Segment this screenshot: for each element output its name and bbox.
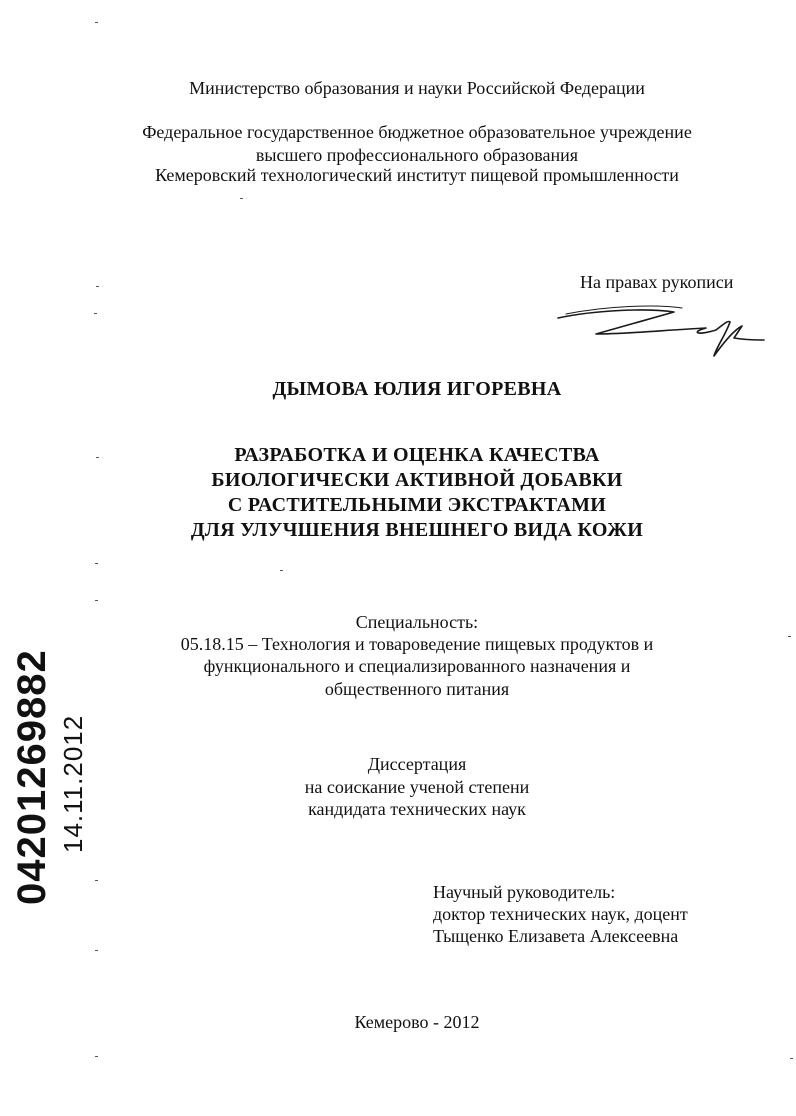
author-name: ДЫМОВА ЮЛИЯ ИГОРЕВНА — [272, 378, 562, 400]
title-line-3: С РАСТИТЕЛЬНЫМИ ЭКСТРАКТАМИ — [227, 494, 607, 516]
ministry-heading: Министерство образования и науки Российской Федерации — [189, 78, 645, 98]
scan-speck — [95, 563, 98, 564]
institution-line-1: Федеральное государственное бюджетное образовательное учреждение — [142, 122, 692, 142]
specialty-line-2: функционального и специализированного назначения и — [203, 656, 631, 676]
scan-speck — [95, 1056, 98, 1057]
scan-speck — [790, 1058, 793, 1059]
supervisor-name: Тыщенко Елизавета Алексеевна — [433, 926, 679, 946]
dissertation-line-2: на соискание ученой степени — [304, 777, 530, 797]
archive-date-stamp: 14.11.2012 — [58, 714, 88, 853]
scan-speck — [95, 22, 98, 23]
institution-line-3: Кемеровский технологический институт пищевой промышленности — [155, 165, 679, 185]
scan-speck — [96, 286, 99, 287]
scan-speck — [95, 880, 98, 881]
rights-note: На правах рукописи — [580, 272, 734, 292]
place-year: Кемерово - 2012 — [354, 1012, 480, 1032]
title-line-2: БИОЛОГИЧЕСКИ АКТИВНОЙ ДОБАВКИ — [211, 469, 623, 491]
supervisor-degree: доктор технических наук, доцент — [433, 904, 688, 924]
specialty-line-1: 05.18.15 – Технология и товароведение пищевых продуктов и — [180, 634, 654, 654]
scan-speck — [95, 600, 98, 601]
institution-line-2: высшего профессионального образования — [255, 145, 579, 165]
title-line-1: РАЗРАБОТКА И ОЦЕНКА КАЧЕСТВА — [234, 444, 600, 466]
scan-speck — [94, 313, 97, 314]
dissertation-label: Диссертация — [367, 754, 467, 774]
supervisor-label: Научный руководитель: — [433, 882, 616, 902]
specialty-line-3: общественного питания — [324, 679, 510, 699]
scan-speck — [95, 950, 98, 951]
signature-mark — [556, 300, 766, 358]
scan-speck — [240, 198, 243, 199]
archive-number-stamp: 04201269882 — [10, 649, 54, 905]
scan-speck — [280, 570, 283, 571]
dissertation-line-3: кандидата технических наук — [308, 799, 526, 819]
title-line-4: ДЛЯ УЛУЧШЕНИЯ ВНЕШНЕГО ВИДА КОЖИ — [190, 519, 644, 541]
scan-speck — [96, 457, 99, 458]
specialty-label: Специальность: — [355, 612, 479, 632]
scan-speck — [788, 636, 791, 637]
